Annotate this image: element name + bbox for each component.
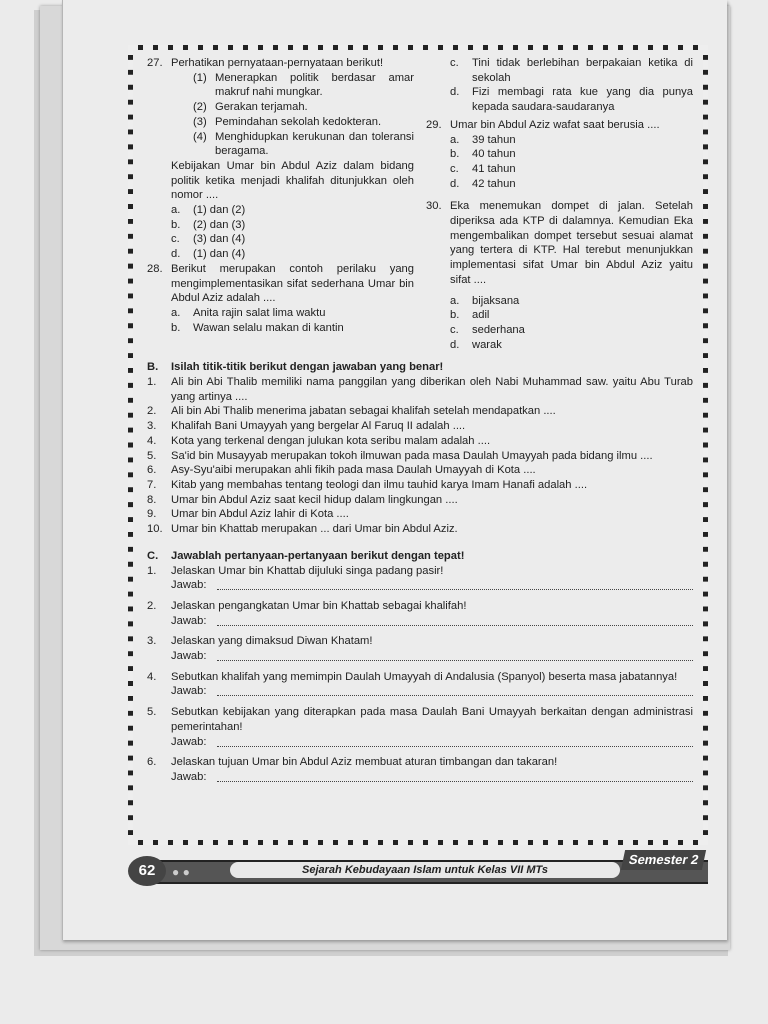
question-number: 30. [426, 200, 442, 213]
fill-in-item[interactable]: 8. Umar bin Abdul Aziz saat kecil hidup dalam lingkungan .... [147, 493, 458, 506]
fill-in-item[interactable]: 7. Kitab yang membahas tentang teologi dan ilmu tauhid karya Imam Hanafi adalah .... [147, 478, 588, 491]
question-stem: Umar bin Abdul Aziz wafat saat berusia .... [450, 118, 660, 131]
question-stem: Perhatikan pernyataan-pernyataan berikut! [171, 57, 384, 69]
statement-item: (3) Pemindahan sekolah kedokteran. [193, 115, 382, 128]
question-number: 28. [147, 262, 163, 275]
fill-in-item[interactable]: 2. Ali bin Abi Thalib menerima jabatan sebagai khalifah setelah mendapatkan .... [147, 405, 556, 418]
option[interactable]: d. Fizi membagi rata kue yang dia punya kepada saudara-saudaranya [450, 86, 693, 114]
essay-question: 1. Jelaskan Umar bin Khattab dijuluki singa padang pasir! [147, 564, 444, 577]
page-frame [128, 45, 708, 845]
answer-line[interactable]: Jawab: [171, 578, 693, 593]
section-c-heading: C. Jawablah pertanyaan-pertanyaan berikut dengan tepat! [147, 549, 465, 562]
section-c-list [147, 564, 693, 785]
option[interactable]: d. 42 tahun [450, 177, 516, 190]
statement-item: (2) Gerakan terjamah. [193, 101, 308, 114]
book-title: Sejarah Kebudayaan Islam untuk Kelas VII MTs [230, 862, 620, 878]
statement-item: (1) Menerapkan politik berdasar amar makruf nahi mungkar. [193, 71, 414, 99]
page-content [147, 56, 693, 834]
section-b-heading: B. Isilah titik-titik berikut dengan jawaban yang benar! [147, 361, 444, 374]
answer-line[interactable]: Jawab: [171, 684, 693, 699]
section-b-list [147, 375, 693, 537]
statement-item: (4) Menghidupkan kerukunan dan toleransi beragama. [193, 130, 414, 158]
fill-in-item[interactable]: 5. Sa'id bin Musayyab merupakan tokoh ilmuwan pada masa Daulah Umayyah pada bidang ilmu .... [147, 449, 653, 462]
essay-question: 2. Jelaskan pengangkatan Umar bin Khattab sebagai khalifah! [147, 599, 467, 612]
question-number: 29. [426, 118, 442, 131]
option[interactable]: a. (1) dan (2) [171, 204, 246, 217]
fill-in-item[interactable]: 3. Khalifah Bani Umayyah yang bergelar Al Faruq II adalah .... [147, 420, 466, 433]
right-column [426, 56, 693, 352]
left-column [147, 56, 414, 352]
essay-question: 3. Jelaskan yang dimaksud Diwan Khatam! [147, 635, 373, 648]
question-27 [147, 56, 414, 262]
fill-in-item[interactable]: 1. Ali bin Abi Thalib memiliki nama panggilan yang diberikan oleh Nabi Muhammad saw. yaitu Abu Turab yang artinya .... [147, 376, 693, 403]
question-30 [426, 199, 693, 352]
essay-question: 6. Jelaskan tujuan Umar bin Abdul Aziz membuat aturan timbangan dan takaran! [147, 756, 558, 769]
option[interactable]: c. sederhana [450, 323, 525, 336]
option[interactable]: a. 39 tahun [450, 133, 516, 146]
option[interactable]: b. adil [450, 309, 490, 322]
option[interactable]: c. 41 tahun [450, 162, 516, 175]
answer-line[interactable]: Jawab: [171, 735, 693, 750]
multiple-choice-columns [147, 56, 693, 352]
answer-line[interactable]: Jawab: [171, 770, 693, 785]
option[interactable]: d. warak [450, 338, 502, 351]
option[interactable]: d. (1) dan (4) [171, 248, 246, 261]
fill-in-item[interactable]: 6. Asy-Syu'aibi merupakan ahli fikih pada masa Daulah Umayyah di Kota .... [147, 464, 536, 477]
option[interactable]: c. Tini tidak berlebihan berpakaian ketika di sekolah [450, 57, 693, 84]
essay-question: 4. Sebutkan khalifah yang memimpin Daulah Umayyah di Andalusia (Spanyol) beserta masa jabatannya! [147, 670, 678, 683]
fill-in-item[interactable]: 9. Umar bin Abdul Aziz lahir di Kota .... [147, 508, 349, 521]
fill-in-item[interactable]: 10. Umar bin Khattab merupakan ... dari Umar bin Abdul Aziz. [147, 523, 458, 536]
question-stem: Berikut merupakan contoh perilaku yang mengimplementasikan sifat sederhana Umar bin Abdul Aziz adalah .... [171, 262, 414, 305]
option[interactable]: a. Anita rajin salat lima waktu [171, 306, 326, 319]
option[interactable]: b. Wawan selalu makan di kantin [171, 321, 344, 334]
semester-label: Semester 2 [620, 850, 706, 870]
option[interactable]: b. (2) dan (3) [171, 218, 246, 231]
option[interactable]: c. (3) dan (4) [171, 233, 246, 246]
answer-line[interactable]: Jawab: [171, 649, 693, 664]
essay-question: 5. Sebutkan kebijakan yang diterapkan pada masa Daulah Bani Umayyah berkaitan dengan administrasi pemerintahan! [147, 706, 693, 733]
page-footer [128, 850, 708, 892]
question-number: 27. [147, 57, 163, 69]
option[interactable]: b. 40 tahun [450, 148, 516, 161]
decorative-dots-icon: ● ● [172, 865, 190, 879]
question-29 [426, 118, 693, 192]
question-28 [147, 262, 414, 336]
answer-line[interactable]: Jawab: [171, 614, 693, 629]
question-stem: Eka menemukan dompet di jalan. Setelah diperiksa ada KTP di dalamnya. Kemudian Eka mengembalikan dompet tersebut sesuai alamat yang tertera di KTP. Hal terebut menunjukkan implementasi sifat Umar bin Abdul Aziz yaitu sifat .... [450, 200, 693, 286]
fill-in-item[interactable]: 4. Kota yang terkenal dengan julukan kota seribu malam adalah .... [147, 434, 491, 447]
option[interactable]: a. bijaksana [450, 294, 520, 307]
question-text: Kebijakan Umar bin Abdul Aziz dalam bidang politik ketika menjadi khalifah ditunjukkan oleh nomor .... [171, 159, 414, 202]
page-number: 62 [128, 856, 166, 886]
